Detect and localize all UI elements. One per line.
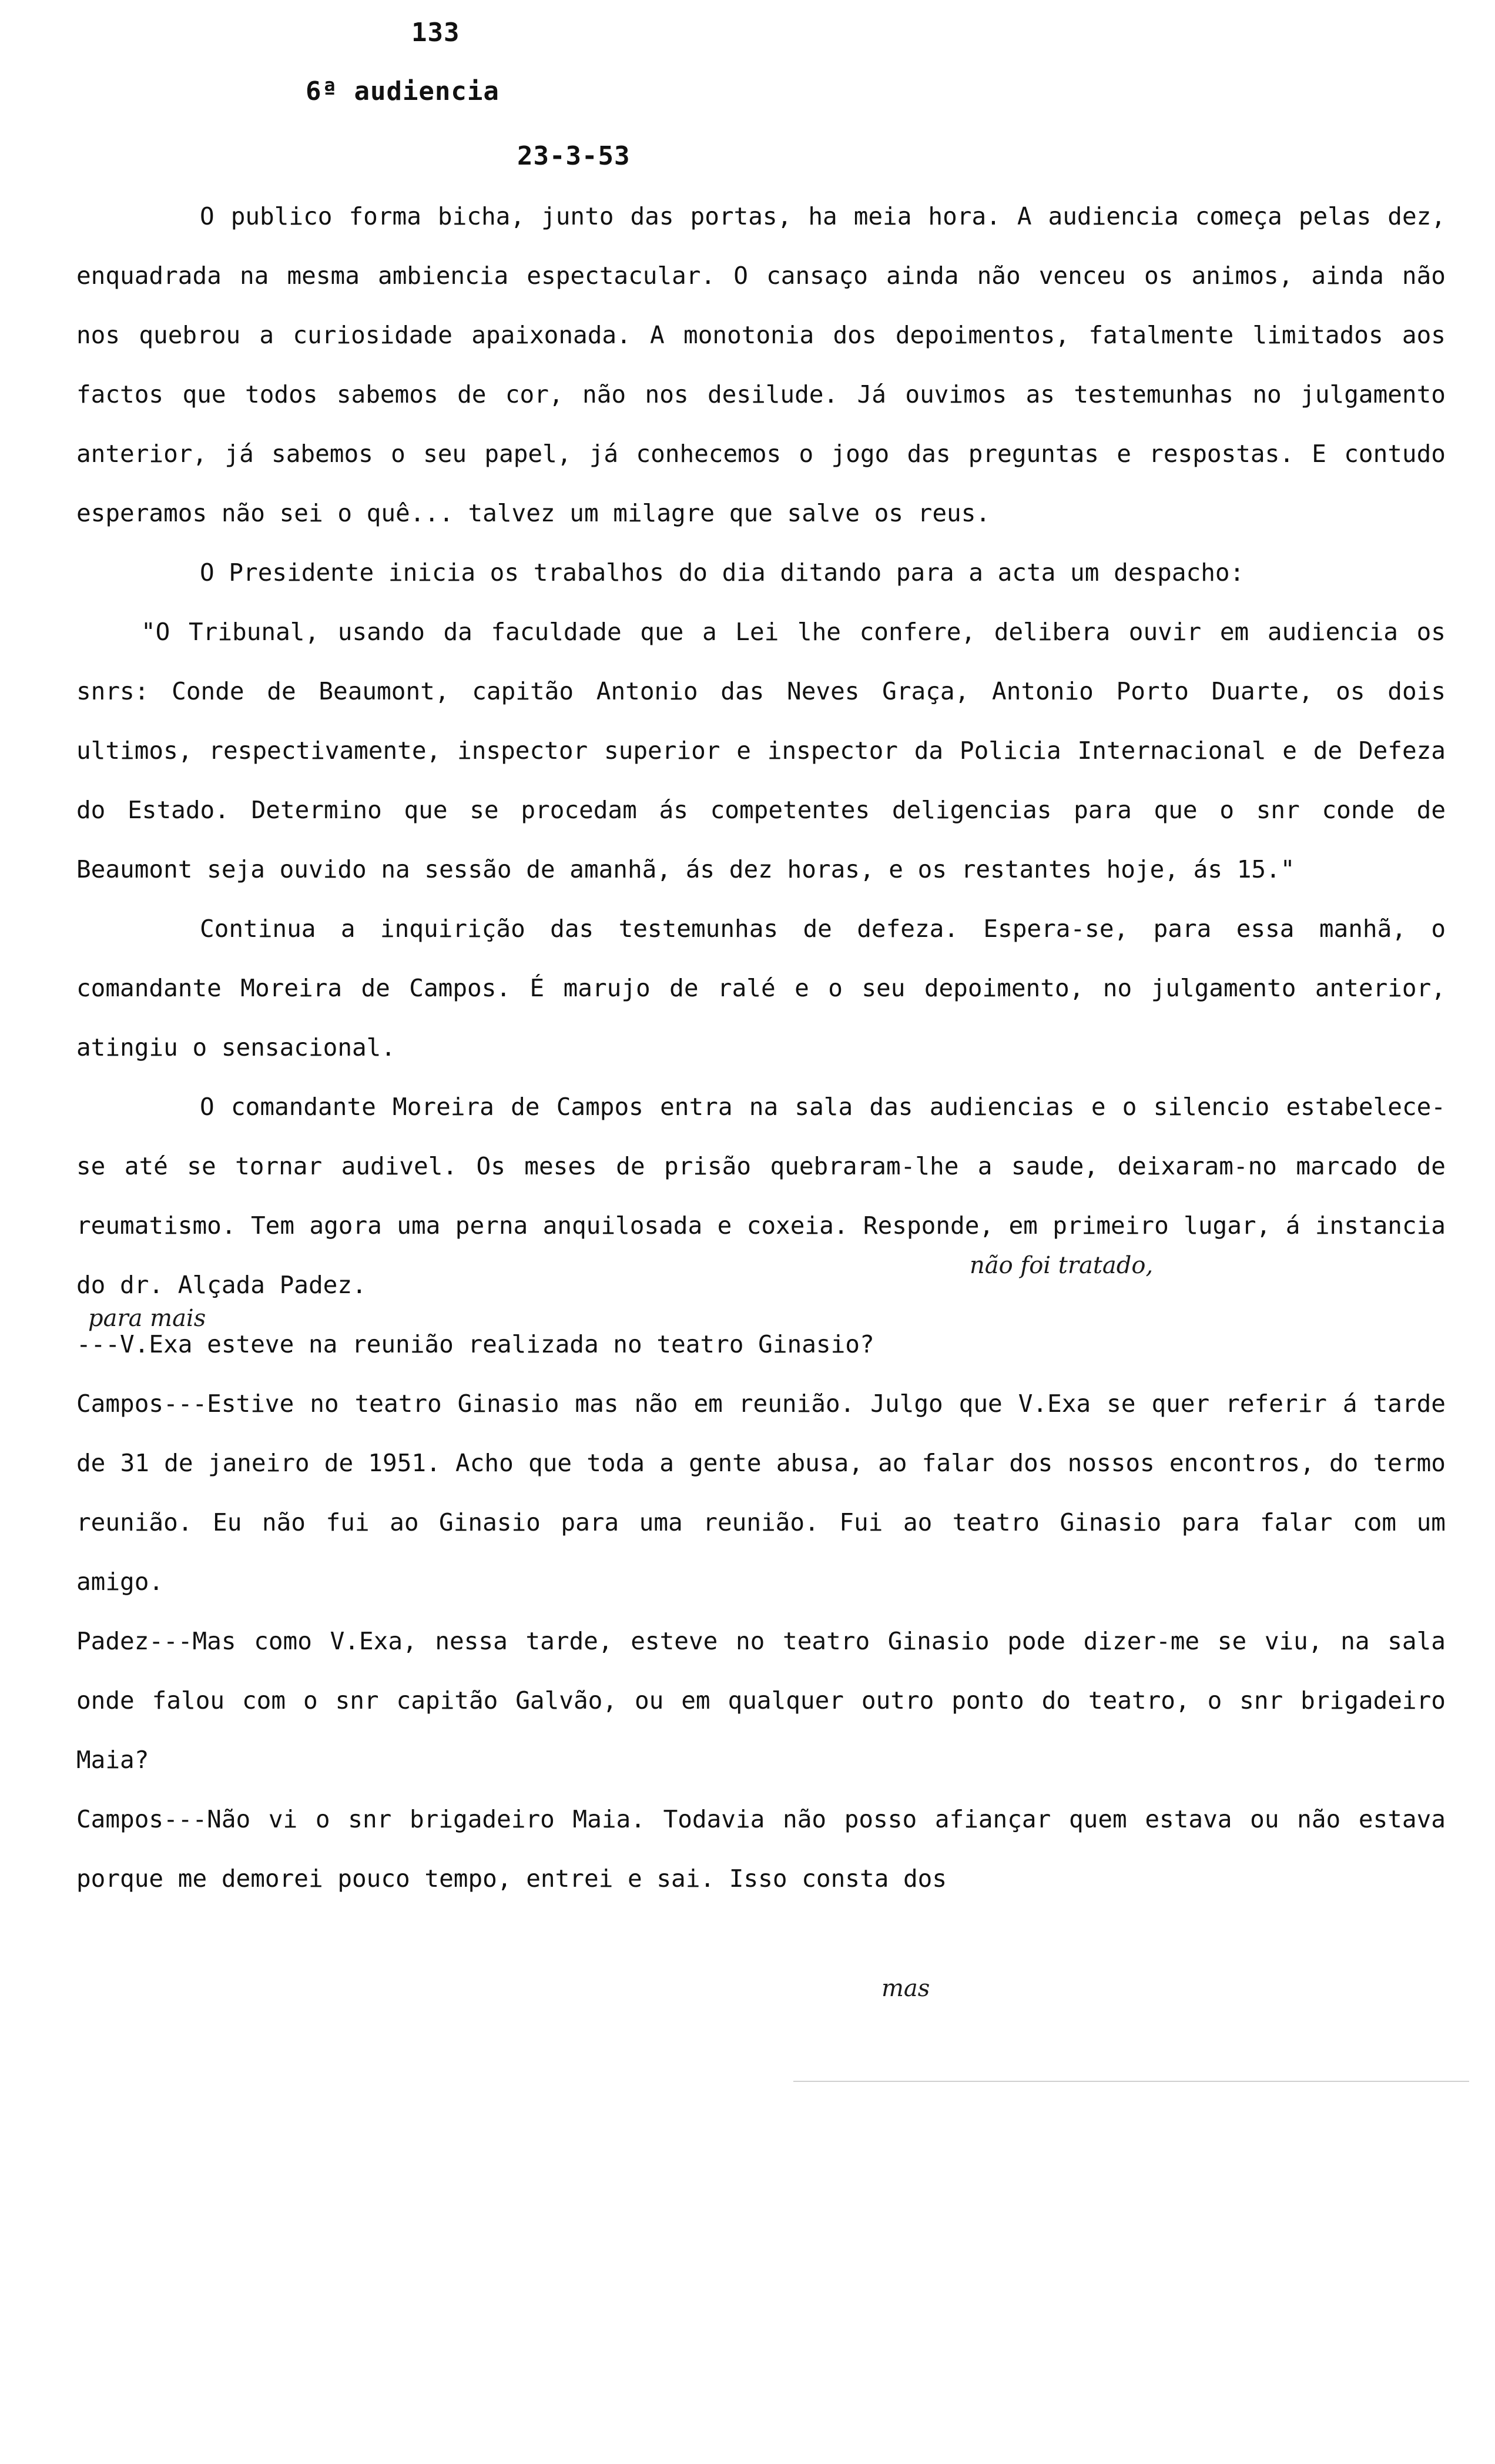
paragraph-despacho: "O Tribunal, usando da faculdade que a Lei lhe confere, delibera ouvir em audiencia os snrs: Conde de Beaumont, capitão Antonio das Neves Graça, Antonio Porto Duarte, os dois ultimos, respectivamente, inspector superior e inspector da Policia Internacional e de Defeza do Estado. Determino que se procedam ás competentes deligencias para que o snr conde de Beaumont seja ouvido na sessão de amanhã, ás dez horas, e os restantes hoje, ás 15." <box>76 618 1446 883</box>
paragraph-opening: O publico forma bicha, junto das portas, ha meia hora. A audiencia começa pelas dez, enquadrada na mesma ambiencia espectacular. O cansaço ainda não venceu os animos, ainda não nos quebrou a curiosidade apaixonada. A monotonia dos depoimentos, fatalmente limitados aos factos que todos sabemos de cor, não nos desilude. Já ouvimos as testemunhas no julgamento anterior, já sabemos o seu papel, já conhecemos o jogo das preguntas e respostas. E contudo esperamos não sei o quê... talvez um milagre que salve os reus. <box>76 202 1446 527</box>
handwritten-note: mas <box>881 1975 930 2002</box>
paragraph-president: O Presidente inicia os trabalhos do dia ditando para a acta um despacho: <box>200 558 1245 587</box>
body-text <box>76 187 1446 1909</box>
scan-artifact-line <box>793 2081 1469 2082</box>
session-date: 23-3-53 <box>517 141 631 171</box>
handwritten-note: para mais <box>88 1305 206 1332</box>
dialogue-answer-1: Campos---Estive no teatro Ginasio mas não em reunião. Julgo que V.Exa se quer referir á tarde de 31 de janeiro de 1951. Acho que toda a gente abusa, ao falar dos nossos encontros, do termo reunião. Eu não fui ao Ginasio para uma reunião. Fui ao teatro Ginasio para falar com um amigo. <box>76 1390 1446 1596</box>
page-number: 133 <box>411 18 460 48</box>
session-title: 6ª audiencia <box>306 76 500 106</box>
handwritten-note: não foi tratado, <box>970 1252 1154 1279</box>
paragraph-campos-entry: O comandante Moreira de Campos entra na sala das audiencias e o silencio estabelece-se até se tornar audivel. Os meses de prisão quebraram-lhe a saude, deixaram-no marcado de reumatismo. Tem agora uma perna anquilosada e coxeia. Responde, em primeiro lugar, á instancia do dr. Alçada Padez. <box>76 1093 1446 1299</box>
paragraph-inquiry: Continua a inquirição das testemunhas de defeza. Espera-se, para essa manhã, o comandante Moreira de Campos. É marujo de ralé e o seu depoimento, no julgamento anterior, atingiu o sensacional. <box>76 915 1446 1062</box>
dialogue-question-1: ---V.Exa esteve na reunião realizada no teatro Ginasio? <box>76 1330 874 1358</box>
dialogue-question-2: Padez---Mas como V.Exa, nessa tarde, esteve no teatro Ginasio pode dizer-me se viu, na sala onde falou com o snr capitão Galvão, ou em qualquer outro ponto do teatro, o snr brigadeiro Maia? <box>76 1627 1446 1774</box>
dialogue-answer-2: Campos---Não vi o snr brigadeiro Maia. Todavia não posso afiançar quem estava ou não estava porque me demorei pouco tempo, entrei e sai. Isso consta dos <box>76 1805 1446 1893</box>
